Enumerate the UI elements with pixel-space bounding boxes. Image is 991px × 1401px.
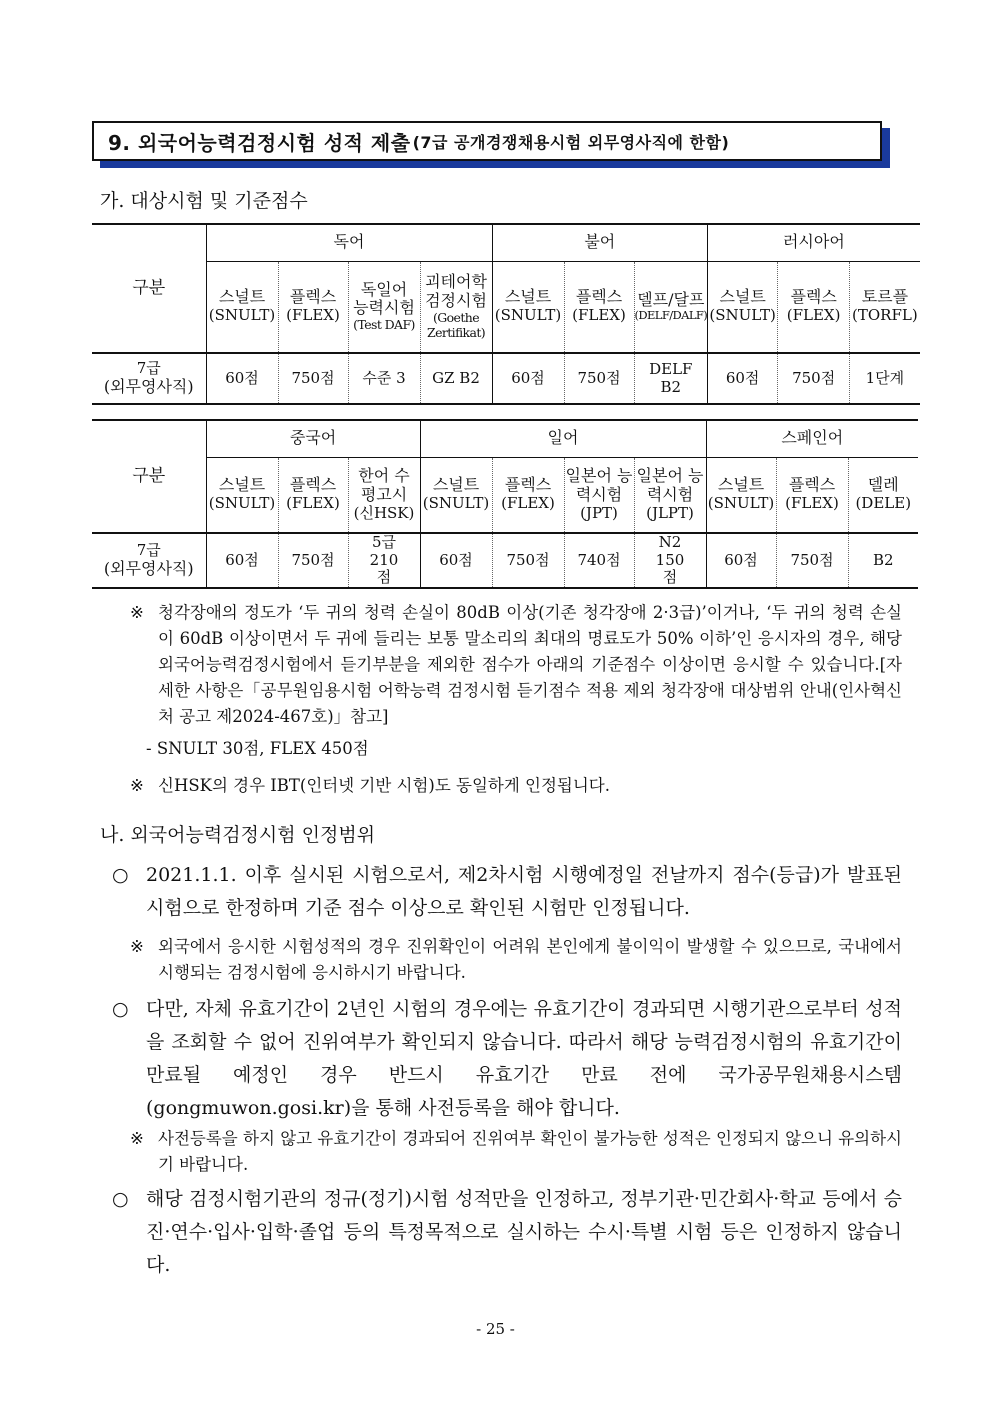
bullet-circle: ○ xyxy=(112,998,129,1020)
row-label: 7급 (외무영사직) xyxy=(92,353,206,404)
test-header: 일본어 능력시험 (JPT) xyxy=(564,457,634,533)
test-header: 일본어 능력시험 (JLPT) xyxy=(634,457,706,533)
note-text: 청각장애의 정도가 ‘두 귀의 청력 손실이 80dB 이상(기존 청각장애 2·3급)’이거나, ‘두 귀의 청력 손실이 60dB 이상이면서 두 귀에 들리는 보통 말소리의 최대의 명료도가 50% 이하’인 응시자의 경우, 해당 외국어능력검정시험에서 듣기부분을 제외한 점수가 아래의 기준점수 이상이면 응시할 수 있습니다.[자세한 사항은「공무원임용시험 어학능력 검정시험 듣기점수 적용 제외 청각장애 대상범위 안내(인사혁신처 공고 제2024-467호)」참고] xyxy=(158,603,902,726)
score-cell: B2 xyxy=(848,533,918,588)
paragraph-text: 2021.1.1. 이후 실시된 시험으로서, 제2차시험 시행예정일 전날까지 점수(등급)가 발표된 시험으로 한정하며 기준 점수 이상으로 확인된 시험만 인정됩니다. xyxy=(146,864,902,919)
test-header: 스널트 (SNULT) xyxy=(492,261,564,353)
row-label: 7급 (외무영사직) xyxy=(92,533,206,588)
test-header: 스널트 (SNULT) xyxy=(206,457,278,533)
lang-header: 불어 xyxy=(492,224,708,261)
test-header: 스널트 (SNULT) xyxy=(206,261,278,353)
hsk-note xyxy=(130,773,902,799)
score-cell: 750점 xyxy=(778,353,850,404)
test-header: 플렉스 (FLEX) xyxy=(778,261,850,353)
note-mark: ※ xyxy=(130,937,144,956)
score-cell: 750점 xyxy=(776,533,848,588)
test-header: 스널트 (SNULT) xyxy=(420,457,492,533)
score-cell: 60점 xyxy=(206,533,278,588)
note-mark: ※ xyxy=(130,1129,144,1148)
paragraph-text: 해당 검정시험기관의 정규(정기)시험 성적만을 인정하고, 정부기관·민간회사·학교 등에서 승진·연수·입사·입학·졸업 등의 특정목적으로 실시하는 수시·특별 시험 등은 인정하지 않습니다. xyxy=(146,1188,902,1276)
section-title-box xyxy=(92,121,882,161)
note-text: 외국에서 응시한 시험성적의 경우 진위확인이 어려워 본인에게 불이익이 발생할 수 있으므로, 국내에서 시행되는 검정시험에 응시하시기 바랍니다. xyxy=(158,937,902,982)
lang-header: 러시아어 xyxy=(708,224,920,261)
test-header: 델레 (DELE) xyxy=(848,457,918,533)
score-cell: 750점 xyxy=(278,353,348,404)
test-header: 플렉스 (FLEX) xyxy=(776,457,848,533)
score-cell: N2 150점 xyxy=(634,533,706,588)
bullet-circle: ○ xyxy=(112,1188,129,1210)
row-header-label: 구분 xyxy=(132,466,166,487)
score-cell: 60점 xyxy=(708,353,778,404)
test-header: 델프/달프 (DELF/DALF) xyxy=(634,261,708,353)
test-header: 스널트 (SNULT) xyxy=(708,261,778,353)
note-mark: ※ xyxy=(130,603,144,622)
lang-header: 중국어 xyxy=(206,420,420,457)
lang-header: 독어 xyxy=(206,224,492,261)
score-cell: 740점 xyxy=(564,533,634,588)
paragraph-item xyxy=(112,1183,902,1282)
section-title-sub: (7급 공개경쟁채용시험 외무영사직에 한함) xyxy=(412,132,730,152)
hearing-score-line: - SNULT 30점, FLEX 450점 xyxy=(146,739,369,758)
paragraph-item xyxy=(112,859,902,925)
score-table-2 xyxy=(92,419,918,589)
page-number: - 25 - xyxy=(476,1320,515,1338)
note-mark: ※ xyxy=(130,776,144,795)
score-cell: 수준 3 xyxy=(348,353,420,404)
lang-header: 일어 xyxy=(420,420,706,457)
paragraph-item xyxy=(112,993,902,1125)
pre-registration-note xyxy=(130,1126,902,1178)
row-header-label: 구분 xyxy=(132,278,166,299)
lang-header: 스페인어 xyxy=(706,420,918,457)
test-header: 플렉스 (FLEX) xyxy=(278,457,348,533)
score-cell: 750점 xyxy=(492,533,564,588)
score-cell: 5급 210점 xyxy=(348,533,420,588)
foreign-test-note xyxy=(130,934,902,986)
test-header: 괴테어학 검정시험 (Goethe Zertifikat) xyxy=(420,261,492,353)
score-table-1 xyxy=(92,223,920,405)
note-text: 신HSK의 경우 IBT(인터넷 기반 시험)도 동일하게 인정됩니다. xyxy=(158,776,610,795)
score-cell: 60점 xyxy=(420,533,492,588)
test-header: 스널트 (SNULT) xyxy=(706,457,776,533)
score-cell: 750점 xyxy=(564,353,634,404)
section-title: 9. 외국어능력검정시험 성적 제출 xyxy=(108,130,411,155)
score-cell: DELF B2 xyxy=(634,353,708,404)
test-header: 플렉스 (FLEX) xyxy=(564,261,634,353)
score-cell: 60점 xyxy=(706,533,776,588)
note-text: 사전등록을 하지 않고 유효기간이 경과되어 진위여부 확인이 불가능한 성적은 인정되지 않으니 유의하시기 바랍니다. xyxy=(158,1129,902,1174)
test-header: 플렉스 (FLEX) xyxy=(278,261,348,353)
bullet-circle: ○ xyxy=(112,864,129,886)
test-header: 플렉스 (FLEX) xyxy=(492,457,564,533)
subsection-a-heading: 가. 대상시험 및 기준점수 xyxy=(100,190,308,212)
hearing-impairment-note xyxy=(130,600,902,730)
test-header: 토르플 (TORFL) xyxy=(850,261,920,353)
score-cell: 60점 xyxy=(492,353,564,404)
subsection-b-heading: 나. 외국어능력검정시험 인정범위 xyxy=(100,824,376,846)
test-header: 한어 수평고시 (신HSK) xyxy=(348,457,420,533)
test-header: 독일어 능력시험 (Test DAF) xyxy=(348,261,420,353)
score-cell: 1단계 xyxy=(850,353,920,404)
paragraph-text: 다만, 자체 유효기간이 2년인 시험의 경우에는 유효기간이 경과되면 시행기관으로부터 성적을 조회할 수 없어 진위여부가 확인되지 않습니다. 따라서 해당 능력검정시험의 유효기간이 만료될 예정인 경우 반드시 유효기간 만료 전에 국가공무원채용시스템(gongmuwon.gosi.kr)을 통해 사전등록을 해야 합니다. xyxy=(146,998,902,1119)
score-cell: 750점 xyxy=(278,533,348,588)
score-cell: GZ B2 xyxy=(420,353,492,404)
score-cell: 60점 xyxy=(206,353,278,404)
